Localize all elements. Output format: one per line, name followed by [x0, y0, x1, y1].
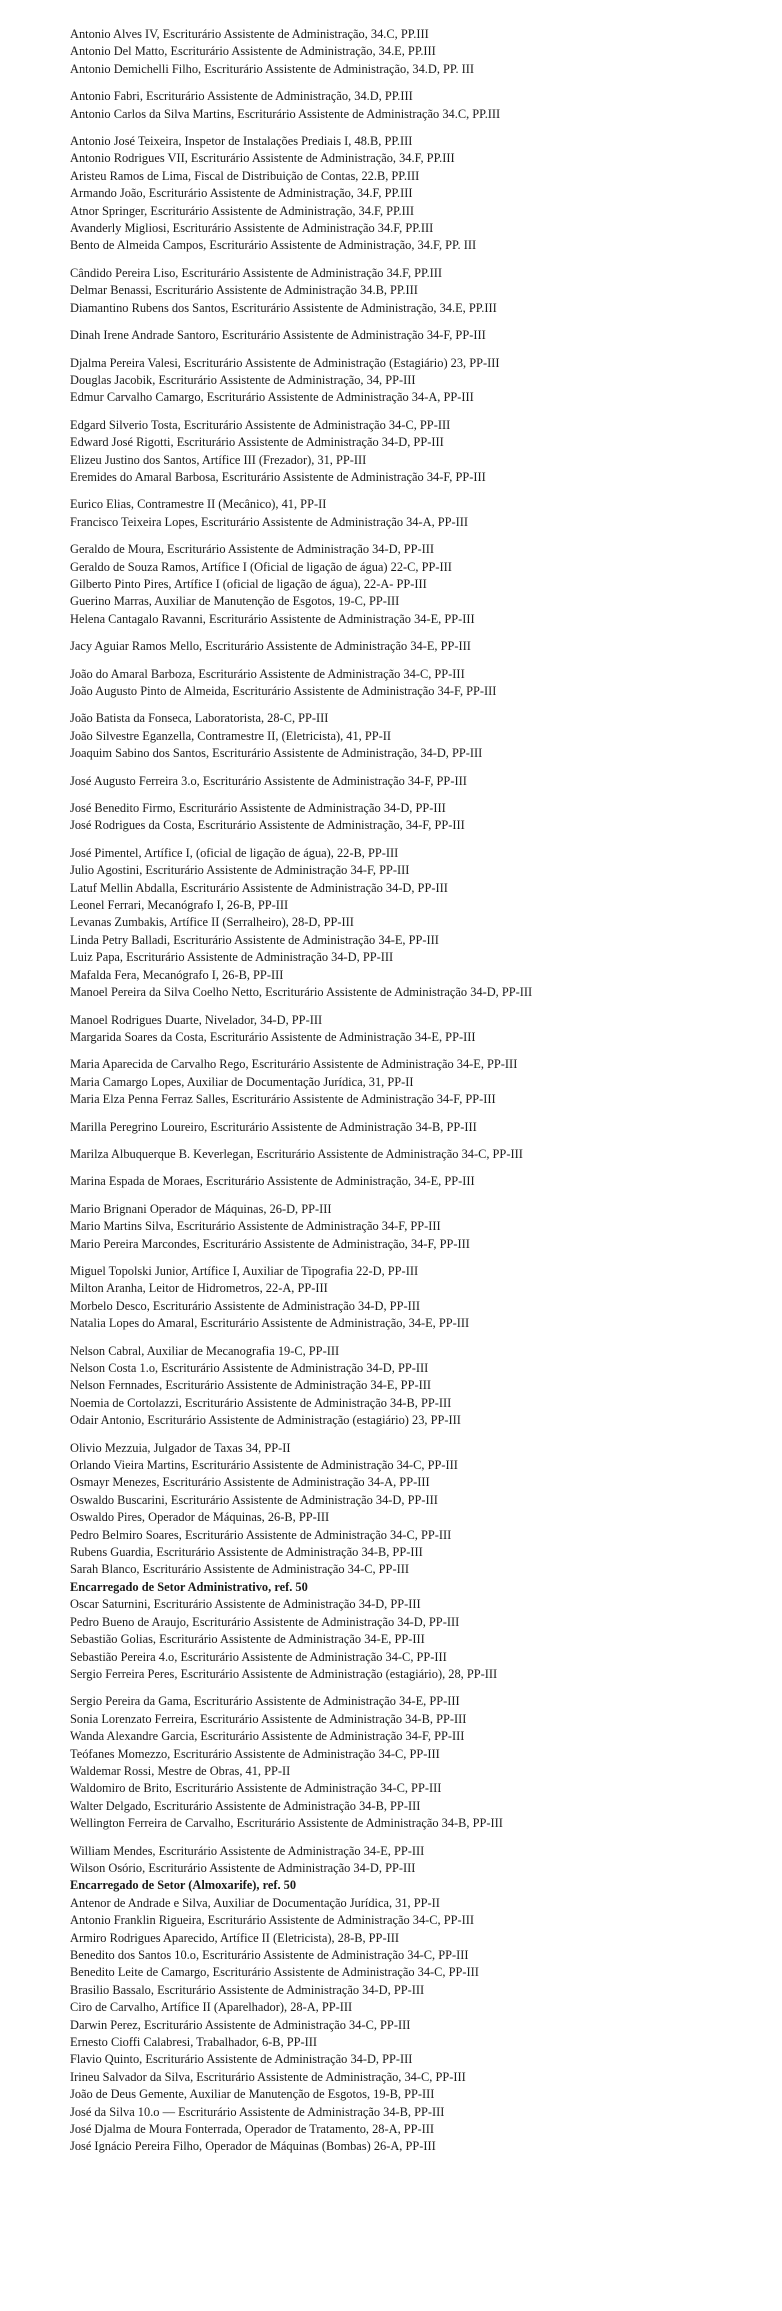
list-entry: João de Deus Gemente, Auxiliar de Manutenção de Esgotos, 19-B, PP-III	[70, 2087, 435, 2102]
list-entry: Latuf Mellin Abdalla, Escriturário Assistente de Administração 34-D, PP-III	[70, 880, 448, 895]
list-entry: Waldomiro de Brito, Escriturário Assistente de Administração 34-C, PP-III	[70, 1781, 442, 1796]
list-entry: Edward José Rigotti, Escriturário Assistente de Administração 34-D, PP-III	[70, 435, 444, 450]
list-entry: Darwin Perez, Escriturário Assistente de Administração 34-C, PP-III	[70, 2017, 411, 2032]
list-entry: Oswaldo Buscarini, Escriturário Assistente de Administração 34-D, PP-III	[70, 1492, 438, 1507]
list-entry: Manoel Rodrigues Duarte, Nivelador, 34-D, PP-III	[70, 1012, 323, 1027]
list-entry: Joaquim Sabino dos Santos, Escriturário Assistente de Administração, 34-D, PP-III	[70, 746, 483, 761]
list-entry: Avanderly Migliosi, Escriturário Assistente de Administração 34.F, PP.III	[70, 221, 434, 236]
list-entry: Mario Martins Silva, Escriturário Assistente de Administração 34-F, PP-III	[70, 1219, 441, 1234]
list-entry: Delmar Benassi, Escriturário Assistente de Administração 34.B, PP.III	[70, 283, 418, 298]
list-entry: Walter Delgado, Escriturário Assistente de Administração 34-B, PP-III	[70, 1798, 421, 1813]
list-entry: João Silvestre Eganzella, Contramestre II, (Eletricista), 41, PP-II	[70, 728, 392, 743]
list-entry: Benedito dos Santos 10.o, Escriturário Assistente de Administração 34-C, PP-III	[70, 1948, 469, 1962]
list-entry: Odair Antonio, Escriturário Assistente de Administração (estagiário) 23, PP-III	[70, 1413, 461, 1428]
list-entry: Marilla Peregrino Loureiro, Escriturário Assistente de Administração 34-B, PP-III	[70, 1119, 477, 1134]
list-entry: Geraldo de Souza Ramos, Artífice I (Oficial de ligação de água) 22-C, PP-III	[70, 559, 452, 574]
list-entry: Eremides do Amaral Barbosa, Escriturário Assistente de Administração 34-F, PP-III	[70, 469, 486, 484]
list-entry: Mario Brignani Operador de Máquinas, 26-D, PP-III	[70, 1201, 332, 1216]
list-entry: Elizeu Justino dos Santos, Artífice III (Frezador), 31, PP-III	[70, 452, 367, 467]
list-entry: José Ignácio Pereira Filho, Operador de Máquinas (Bombas) 26-A, PP-III	[70, 2139, 436, 2154]
list-entry: Nelson Fernnades, Escriturário Assistente de Administração 34-E, PP-III	[70, 1378, 431, 1393]
list-entry: Sebastião Golias, Escriturário Assistente de Administração 34-E, PP-III	[70, 1632, 425, 1647]
list-entry: Orlando Vieira Martins, Escriturário Assistente de Administração 34-C, PP-III	[70, 1458, 458, 1473]
list-entry: Sarah Blanco, Escriturário Assistente de Administração 34-C, PP-III	[70, 1562, 409, 1577]
list-entry: Marina Espada de Moraes, Escriturário Assistente de Administração, 34-E, PP-III	[70, 1174, 475, 1189]
list-entry: Luiz Papa, Escriturário Assistente de Administração 34-D, PP-III	[70, 950, 394, 965]
list-entry: Antonio José Teixeira, Inspetor de Instalações Prediais I, 48.B, PP.III	[70, 134, 413, 149]
list-entry: João do Amaral Barboza, Escriturário Assistente de Administração 34-C, PP-III	[70, 666, 465, 681]
list-entry: Sergio Pereira da Gama, Escriturário Assistente de Administração 34-E, PP-III	[70, 1694, 460, 1709]
list-entry: Noemia de Cortolazzi, Escriturário Assistente de Administração 34-B, PP-III	[70, 1395, 452, 1410]
list-entry: Helena Cantagalo Ravanni, Escriturário Assistente de Administração 34-E, PP-III	[70, 611, 475, 626]
list-entry: Eurico Elias, Contramestre II (Mecânico), 41, PP-II	[70, 497, 327, 512]
list-entry: Edgard Silverio Tosta, Escriturário Assistente de Administração 34-C, PP-III	[70, 417, 451, 432]
list-entry: Osmayr Menezes, Escriturário Assistente de Administração 34-A, PP-III	[70, 1475, 430, 1490]
list-entry: Djalma Pereira Valesi, Escriturário Assistente de Administração (Estagiário) 23, PP-III	[70, 355, 500, 370]
list-entry: Maria Elza Penna Ferraz Salles, Escriturário Assistente de Administração 34-F, PP-III	[70, 1092, 496, 1107]
list-entry: Antonio Carlos da Silva Martins, Escriturário Assistente de Administração 34.C, PP.III	[70, 106, 501, 121]
list-entry: José da Silva 10.o — Escriturário Assistente de Administração 34-B, PP-III	[70, 2104, 445, 2119]
list-entry: Manoel Pereira da Silva Coelho Netto, Escriturário Assistente de Administração 34-D, PP-III	[70, 985, 533, 1000]
list-entry: William Mendes, Escriturário Assistente de Administração 34-E, PP-III	[70, 1843, 425, 1858]
list-entry: Jacy Aguiar Ramos Mello, Escriturário Assistente de Administração 34-E, PP-III	[70, 639, 471, 654]
list-entry: Ernesto Cioffi Calabresi, Trabalhador, 6-B, PP-III	[70, 2035, 318, 2050]
list-entry: Linda Petry Balladi, Escriturário Assistente de Administração 34-E, PP-III	[70, 932, 439, 947]
list-entry: José Rodrigues da Costa, Escriturário Assistente de Administração, 34-F, PP-III	[70, 818, 465, 833]
list-entry: Natalia Lopes do Amaral, Escriturário Assistente de Administração, 34-E, PP-III	[70, 1316, 470, 1331]
list-entry: Mario Pereira Marcondes, Escriturário Assistente de Administração, 34-F, PP-III	[70, 1236, 470, 1251]
list-entry: José Djalma de Moura Fonterrada, Operador de Tratamento, 28-A, PP-III	[70, 2122, 435, 2137]
list-entry: Wanda Alexandre Garcia, Escriturário Assistente de Administração 34-F, PP-III	[70, 1729, 465, 1744]
list-entry: José Pimentel, Artífice I, (oficial de ligação de água), 22-B, PP-III	[70, 845, 399, 860]
list-entry: Nelson Cabral, Auxiliar de Mecanografia 19-C, PP-III	[70, 1343, 340, 1358]
list-entry: João Batista da Fonseca, Laboratorista, 28-C, PP-III	[70, 711, 329, 726]
list-entry: Milton Aranha, Leitor de Hidrometros, 22-A, PP-III	[70, 1281, 328, 1296]
list-entry: Diamantino Rubens dos Santos, Escriturário Assistente de Administração, 34.E, PP.III	[70, 300, 497, 315]
list-entry: Miguel Topolski Junior, Artífice I, Auxiliar de Tipografia 22-D, PP-III	[70, 1263, 419, 1278]
list-entry: José Benedito Firmo, Escriturário Assistente de Administração 34-D, PP-III	[70, 801, 446, 816]
list-entry: Ciro de Carvalho, Artífice II (Aparelhador), 28-A, PP-III	[70, 2000, 353, 2015]
list-entry: Antenor de Andrade e Silva, Auxiliar de Documentação Jurídica, 31, PP-II	[70, 1895, 440, 1910]
list-entry: Aristeu Ramos de Lima, Fiscal de Distribuição de Contas, 22.B, PP.III	[70, 168, 420, 183]
list-entry: Leonel Ferrari, Mecanógrafo I, 26-B, PP-III	[70, 898, 289, 913]
list-entry: Nelson Costa 1.o, Escriturário Assistente de Administração 34-D, PP-III	[70, 1361, 429, 1375]
list-entry: Mafalda Fera, Mecanógrafo I, 26-B, PP-III	[70, 967, 284, 982]
list-entry: Pedro Bueno de Araujo, Escriturário Assistente de Administração 34-D, PP-III	[70, 1614, 460, 1629]
list-entry: Teófanes Momezzo, Escriturário Assistente de Administração 34-C, PP-III	[70, 1746, 440, 1761]
list-entry: Antonio Del Matto, Escriturário Assistente de Administração, 34.E, PP.III	[70, 44, 436, 59]
list-entry: Antonio Franklin Rigueira, Escriturário Assistente de Administração 34-C, PP-III	[70, 1913, 475, 1928]
list-entry: Maria Camargo Lopes, Auxiliar de Documentação Jurídica, 31, PP-II	[70, 1074, 414, 1089]
list-entry: Irineu Salvador da Silva, Escriturário Assistente de Administração, 34-C, PP-III	[70, 2069, 466, 2084]
list-entry: Oswaldo Pires, Operador de Máquinas, 26-B, PP-III	[70, 1510, 330, 1525]
list-entry: Flavio Quinto, Escriturário Assistente de Administração 34-D, PP-III	[70, 2052, 413, 2067]
list-entry: Antonio Rodrigues VII, Escriturário Assistente de Administração, 34.F, PP.III	[70, 151, 455, 166]
list-entry: João Augusto Pinto de Almeida, Escriturário Assistente de Administração 34-F, PP-III	[70, 684, 497, 698]
list-entry: Wellington Ferreira de Carvalho, Escriturário Assistente de Administração 34-B, PP-III	[70, 1816, 503, 1831]
list-entry: Atnor Springer, Escriturário Assistente de Administração, 34.F, PP.III	[70, 203, 415, 218]
list-entry: Marilza Albuquerque B. Keverlegan, Escriturário Assistente de Administração 34-C, PP-III	[70, 1146, 523, 1161]
list-entry: Edmur Carvalho Camargo, Escriturário Assistente de Administração 34-A, PP-III	[70, 390, 474, 405]
document-page	[70, 28, 756, 2158]
list-entry: Gilberto Pinto Pires, Artífice I (oficial de ligação de água), 22-A- PP-III	[70, 576, 427, 591]
list-entry: Douglas Jacobik, Escriturário Assistente de Administração, 34, PP-III	[70, 372, 416, 387]
list-entry: José Augusto Ferreira 3.o, Escriturário Assistente de Administração 34-F, PP-III	[70, 773, 467, 788]
list-entry: Geraldo de Moura, Escriturário Assistente de Administração 34-D, PP-III	[70, 542, 435, 557]
list-entry: Guerino Marras, Auxiliar de Manutenção de Esgotos, 19-C, PP-III	[70, 594, 400, 609]
list-entry: Francisco Teixeira Lopes, Escriturário Assistente de Administração 34-A, PP-III	[70, 514, 469, 529]
list-entry: Antonio Alves IV, Escriturário Assistente de Administração, 34.C, PP.III	[70, 27, 429, 41]
section-heading: Encarregado de Setor Administrativo, ref. 50	[70, 1579, 308, 1594]
section-heading: Encarregado de Setor (Almoxarife), ref. 50	[70, 1878, 297, 1893]
list-entry: Cândido Pereira Liso, Escriturário Assistente de Administração 34.F, PP.III	[70, 265, 443, 280]
list-entry: Armando João, Escriturário Assistente de Administração, 34.F, PP.III	[70, 186, 413, 201]
list-entry: Waldemar Rossi, Mestre de Obras, 41, PP-II	[70, 1763, 291, 1778]
list-entry: Margarida Soares da Costa, Escriturário Assistente de Administração 34-E, PP-III	[70, 1029, 476, 1044]
list-entry: Pedro Belmiro Soares, Escriturário Assistente de Administração 34-C, PP-III	[70, 1527, 452, 1542]
list-entry: Brasilio Bassalo, Escriturário Assistente de Administração 34-D, PP-III	[70, 1982, 425, 1997]
list-entry: Julio Agostini, Escriturário Assistente de Administração 34-F, PP-III	[70, 863, 410, 878]
list-entry: Rubens Guardia, Escriturário Assistente de Administração 34-B, PP-III	[70, 1545, 423, 1560]
list-entry: Benedito Leite de Camargo, Escriturário Assistente de Administração 34-C, PP-III	[70, 1965, 479, 1980]
list-entry: Bento de Almeida Campos, Escriturário Assistente de Administração, 34.F, PP. III	[70, 238, 477, 253]
list-entry: Armiro Rodrigues Aparecido, Artífice II (Eletricista), 28-B, PP-III	[70, 1930, 399, 1945]
list-entry: Antonio Demichelli Filho, Escriturário Assistente de Administração, 34.D, PP. III	[70, 61, 475, 76]
list-entry: Oscar Saturnini, Escriturário Assistente de Administração 34-D, PP-III	[70, 1597, 421, 1612]
list-entry: Dinah Irene Andrade Santoro, Escriturário Assistente de Administração 34-F, PP-III	[70, 328, 486, 343]
list-entry: Wilson Osório, Escriturário Assistente de Administração 34-D, PP-III	[70, 1860, 416, 1875]
list-entry: Levanas Zumbakis, Artífice II (Serralheiro), 28-D, PP-III	[70, 915, 354, 930]
list-entry: Sebastião Pereira 4.o, Escriturário Assistente de Administração 34-C, PP-III	[70, 1649, 447, 1664]
list-entry: Maria Aparecida de Carvalho Rego, Escriturário Assistente de Administração 34-E, PP-III	[70, 1057, 518, 1072]
list-entry: Olivio Mezzuia, Julgador de Taxas 34, PP-II	[70, 1440, 291, 1455]
list-entry: Antonio Fabri, Escriturário Assistente de Administração, 34.D, PP.III	[70, 89, 413, 104]
list-entry: Sonia Lorenzato Ferreira, Escriturário Assistente de Administração 34-B, PP-III	[70, 1711, 467, 1726]
list-entry: Sergio Ferreira Peres, Escriturário Assistente de Administração (estagiário), 28, PP-III	[70, 1666, 498, 1681]
list-entry: Morbelo Desco, Escriturário Assistente de Administração 34-D, PP-III	[70, 1298, 420, 1313]
